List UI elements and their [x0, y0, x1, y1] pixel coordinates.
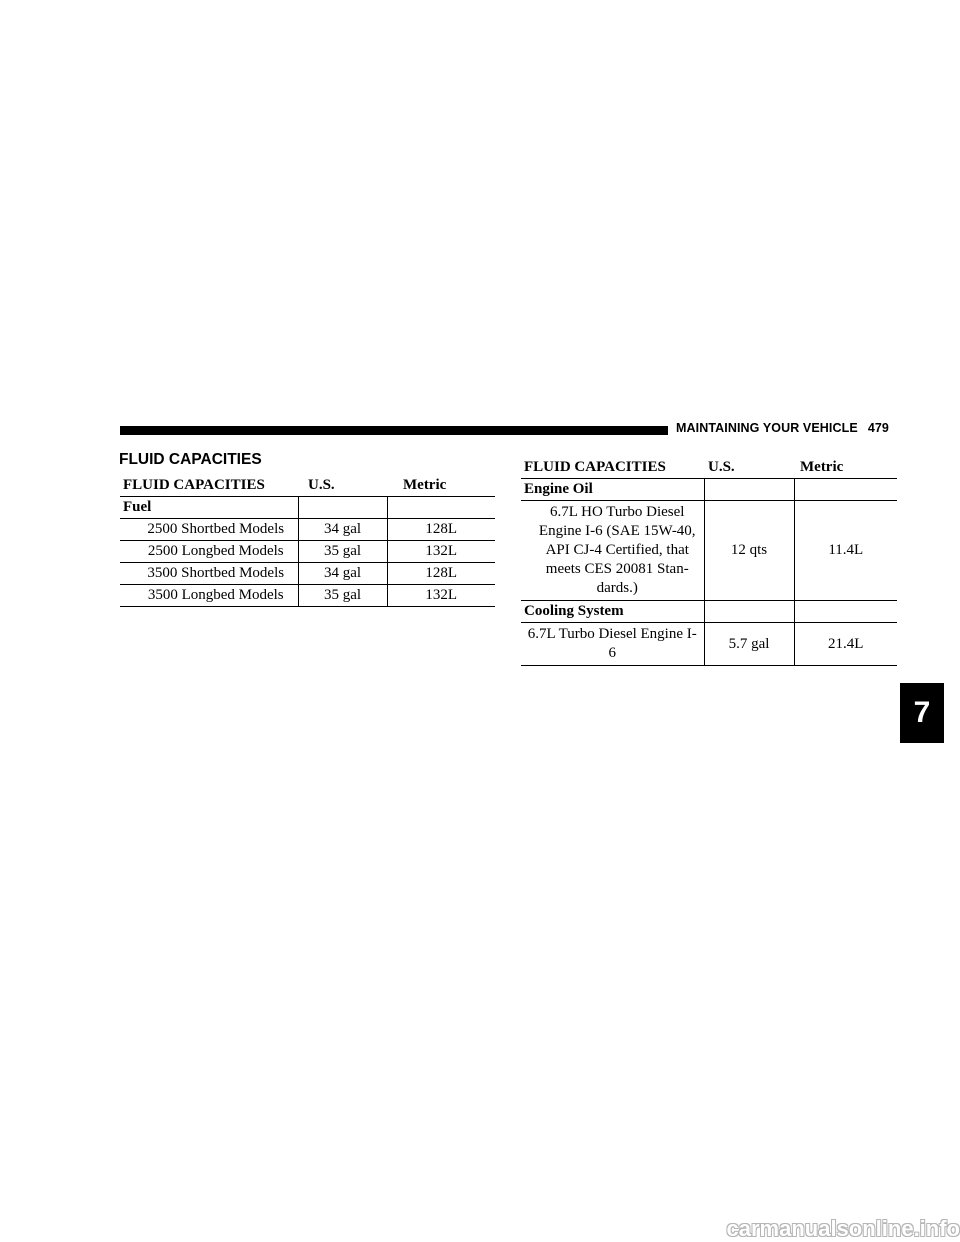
row-metric: [794, 479, 897, 501]
row-us: 34 gal: [298, 519, 387, 541]
row-label: Engine Oil: [521, 479, 704, 501]
table-row: [120, 541, 495, 563]
section-title: FLUID CAPACITIES: [119, 451, 262, 468]
row-label: Cooling System: [521, 601, 704, 623]
row-label: 2500 Longbed Models: [120, 541, 298, 563]
watermark: carmanualsonline.info: [726, 1216, 960, 1241]
table-row: [120, 563, 495, 585]
column-header-metric: Metric: [794, 458, 897, 479]
table-row: [521, 601, 897, 623]
row-label: 6.7L Turbo Diesel Engine I-6: [521, 623, 704, 666]
table-row: [521, 501, 897, 601]
row-us: [704, 479, 794, 501]
fuel-capacity-table: [120, 476, 495, 607]
header-bar: [120, 426, 668, 435]
column-header-fluid: FLUID CAPACITIES: [120, 476, 298, 497]
row-label: 3500 Shortbed Models: [120, 563, 298, 585]
row-us: 34 gal: [298, 563, 387, 585]
row-label: 3500 Longbed Models: [120, 585, 298, 607]
table-row: [521, 479, 897, 501]
row-metric: 11.4L: [794, 501, 897, 601]
row-metric: 132L: [387, 585, 495, 607]
column-header-us: U.S.: [704, 458, 794, 479]
row-metric: 21.4L: [794, 623, 897, 666]
running-head: [676, 421, 889, 435]
row-metric: [794, 601, 897, 623]
table-row: [120, 585, 495, 607]
row-metric: 128L: [387, 519, 495, 541]
column-header-metric: Metric: [387, 476, 495, 497]
table-header-row: [120, 476, 495, 497]
row-us: 5.7 gal: [704, 623, 794, 666]
oil-coolant-capacity-table: [521, 458, 897, 666]
chapter-tab: 7: [900, 683, 944, 743]
row-metric: 132L: [387, 541, 495, 563]
table-row: [521, 623, 897, 666]
row-us: [298, 497, 387, 519]
table-row: [120, 497, 495, 519]
row-label: 2500 Shortbed Models: [120, 519, 298, 541]
column-header-fluid: FLUID CAPACITIES: [521, 458, 704, 479]
column-header-us: U.S.: [298, 476, 387, 497]
table-header-row: [521, 458, 897, 479]
row-us: 12 qts: [704, 501, 794, 601]
section-name: MAINTAINING YOUR VEHICLE: [676, 421, 858, 435]
row-metric: [387, 497, 495, 519]
row-metric: 128L: [387, 563, 495, 585]
row-us: 35 gal: [298, 541, 387, 563]
row-us: 35 gal: [298, 585, 387, 607]
page-number: 479: [867, 421, 889, 435]
row-label: 6.7L HO Turbo Diesel Engine I-6 (SAE 15W-40, API CJ-4 Certified, that meets CES 20081 Stan-dards.): [521, 501, 704, 601]
table-row: [120, 519, 495, 541]
row-us: [704, 601, 794, 623]
row-label: Fuel: [120, 497, 298, 519]
